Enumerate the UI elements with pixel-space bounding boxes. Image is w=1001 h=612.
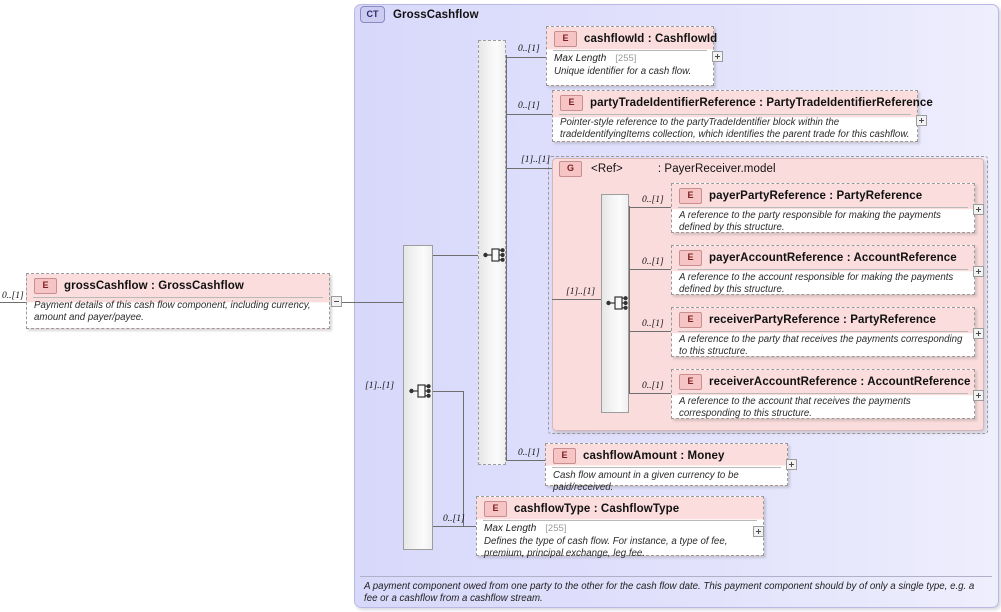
- connector-line: [629, 331, 672, 332]
- element-header: [672, 308, 974, 331]
- element-payerAccountReference[interactable]: [671, 245, 975, 295]
- element-badge: E: [679, 374, 702, 390]
- element-badge: E: [679, 250, 702, 266]
- element-name: cashflowType : CashflowType: [514, 503, 680, 515]
- element-cashflowType[interactable]: [476, 496, 764, 559]
- element-description: A reference to the account that receives the payments corresponding to this structure.: [679, 396, 911, 419]
- element-facet-row: [477, 521, 763, 536]
- element-header: [672, 184, 974, 207]
- element-name: grossCashflow : GrossCashflow: [64, 280, 244, 292]
- connector-line: [552, 299, 601, 300]
- element-partyTradeIdentifierReference[interactable]: [552, 90, 933, 142]
- element-name: payerAccountReference : AccountReference: [709, 252, 957, 264]
- element-header: [672, 246, 974, 269]
- connector-line: [506, 168, 552, 169]
- occurrence-label: 0..[1]: [642, 319, 664, 329]
- expand-cashflowId-button[interactable]: [712, 51, 723, 62]
- connector-line: [433, 255, 478, 256]
- expand-payerAccountReference-button[interactable]: [973, 266, 984, 277]
- element-name: cashflowId : CashflowId: [584, 33, 718, 45]
- element-header: [672, 370, 974, 393]
- sequence-icon: [606, 294, 628, 312]
- element-receiverPartyReference[interactable]: [671, 307, 975, 357]
- complex-type-header: [360, 6, 479, 23]
- collapse-grossCashflow-button[interactable]: [331, 296, 342, 307]
- facet-value: [255]: [545, 523, 567, 534]
- element-name: receiverPartyReference : PartyReference: [709, 314, 937, 326]
- occurrence-label: 0..[1]: [642, 257, 664, 267]
- element-description: A reference to the party responsible for making the payments defined by this structure.: [679, 210, 941, 233]
- element-header: [553, 91, 933, 114]
- element-badge: E: [679, 312, 702, 328]
- occurrence-label: 0..[1]: [642, 195, 664, 205]
- element-badge: E: [560, 95, 583, 111]
- group-header: [559, 161, 776, 177]
- complex-type-title: GrossCashflow: [393, 8, 479, 21]
- expand-payerPartyReference-button[interactable]: [973, 204, 984, 215]
- connector-line: [0, 302, 26, 303]
- element-payerPartyReference[interactable]: [671, 183, 975, 233]
- element-name: cashflowAmount : Money: [583, 450, 725, 462]
- connector-line: [506, 460, 546, 461]
- element-name: receiverAccountReference : AccountReference: [709, 376, 971, 388]
- sequence-icon: [483, 246, 505, 264]
- expand-receiverAccountReference-button[interactable]: [973, 390, 984, 401]
- connector-line: [629, 393, 672, 394]
- element-description: A reference to the account responsible for making the payments defined by this structure.: [679, 272, 954, 295]
- connector-line: [433, 526, 477, 527]
- group-name: : PayerReceiver.model: [657, 163, 776, 175]
- occurrence-label: 0..[1]: [518, 44, 540, 54]
- group-badge: G: [559, 161, 582, 177]
- element-header: [547, 27, 718, 50]
- occurrence-label-group-outer: [1]..[1]: [521, 155, 551, 165]
- element-cashflowId[interactable]: [546, 26, 718, 86]
- occurrence-label: 0..[1]: [518, 101, 540, 111]
- element-name: payerPartyReference : PartyReference: [709, 190, 923, 202]
- sequence-icon: [409, 382, 431, 400]
- facet-label: Max Length: [484, 523, 537, 534]
- group-ref-label: <Ref>: [591, 163, 623, 175]
- element-description: Unique identifier for a cash flow.: [554, 66, 692, 77]
- element-cashflowAmount[interactable]: [545, 443, 788, 493]
- element-receiverAccountReference[interactable]: [671, 369, 975, 419]
- occurrence-label-complex-type: [1]..[1]: [365, 381, 395, 391]
- connector-line: [463, 391, 464, 526]
- element-grossCashflow[interactable]: [26, 273, 330, 329]
- occurrence-label: 0..[1]: [642, 381, 664, 391]
- connector-spine: [506, 55, 507, 460]
- occurrence-label: 0..[1]: [518, 448, 540, 458]
- element-facet-row: [547, 51, 713, 66]
- element-badge: E: [679, 188, 702, 204]
- element-header: [477, 497, 763, 520]
- expand-cashflowType-button[interactable]: [753, 526, 764, 537]
- occurrence-label: 0..[1]: [2, 291, 24, 301]
- expand-cashflowAmount-button[interactable]: [786, 459, 797, 470]
- connector-line: [629, 269, 672, 270]
- connector-line: [506, 57, 547, 58]
- element-header: [546, 444, 787, 467]
- facet-label: Max Length: [554, 53, 607, 64]
- expand-partyTradeIdentifierReference-button[interactable]: [916, 115, 927, 126]
- element-badge: E: [553, 448, 576, 464]
- connector-line: [433, 391, 463, 392]
- complex-type-badge: CT: [360, 6, 385, 23]
- occurrence-label: 0..[1]: [443, 514, 465, 524]
- expand-receiverPartyReference-button[interactable]: [973, 328, 984, 339]
- connector-line: [506, 114, 553, 115]
- element-badge: E: [484, 501, 507, 517]
- complex-type-annotation: A payment component owed from one party to the other for the cash flow date. This payment component should by of only a single type, e.g. a fee or a cashflow from a cashflow stream.: [364, 581, 975, 605]
- element-badge: E: [554, 31, 577, 47]
- connector-line: [629, 207, 672, 208]
- element-header: [27, 274, 329, 297]
- connector-spine-group: [629, 206, 630, 394]
- element-name: partyTradeIdentifierReference : PartyTradeIdentifierReference: [590, 97, 933, 109]
- element-description: Defines the type of cash flow. For instance, a type of fee, premium, principal exchange, leg fee.: [484, 536, 728, 559]
- element-description: Pointer-style reference to the partyTradeIdentifier block within the tradeIdentifyingItems collection, which identifies the parent trade for this cashflow.: [560, 117, 910, 140]
- element-badge: E: [34, 278, 57, 294]
- element-description: Payment details of this cash flow component, including currency, amount and payer/payee.: [34, 300, 311, 323]
- element-description: Cash flow amount in a given currency to be paid/received.: [553, 470, 739, 493]
- facet-value: [255]: [615, 53, 637, 64]
- occurrence-label-group-inner: [1]..[1]: [566, 287, 596, 297]
- element-description: A reference to the party that receives the payments corresponding to this structure.: [679, 334, 963, 357]
